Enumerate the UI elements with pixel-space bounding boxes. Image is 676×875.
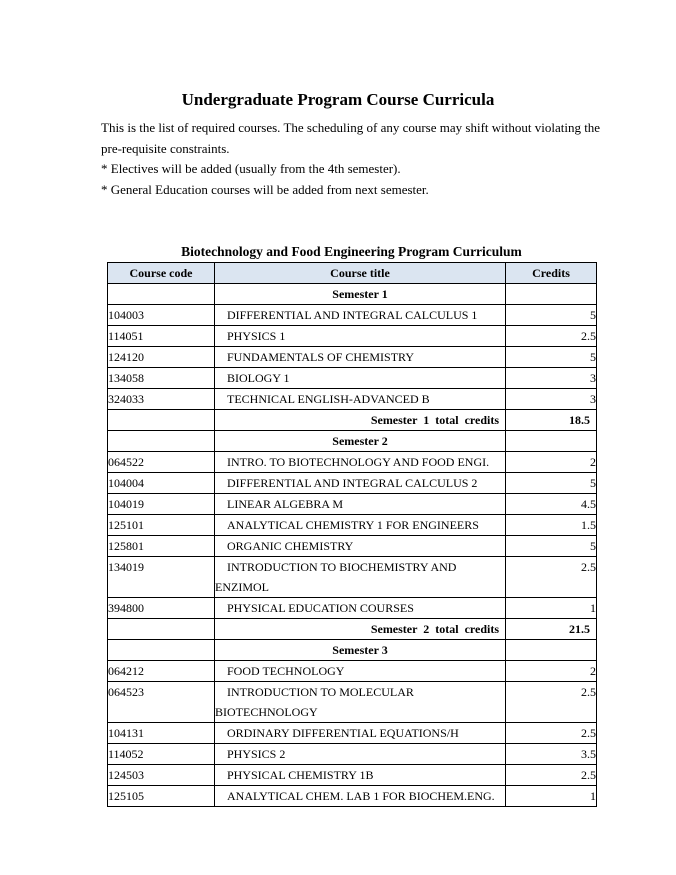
course-title: BIOLOGY 1 — [227, 371, 290, 385]
course-code: 134058 — [108, 368, 215, 389]
course-title-cell — [215, 452, 506, 473]
course-row — [108, 765, 597, 786]
course-title: TECHNICAL ENGLISH-ADVANCED B — [227, 392, 430, 406]
semester-total-label: Semester 1 total credits — [215, 410, 506, 431]
course-code: 114052 — [108, 744, 215, 765]
course-row — [108, 536, 597, 557]
course-code: 394800 — [108, 598, 215, 619]
course-title: DIFFERENTIAL AND INTEGRAL CALCULUS 2 — [227, 476, 478, 490]
semester-total-label: Semester 2 total credits — [215, 619, 506, 640]
course-credits: 5 — [506, 473, 597, 494]
course-credits: 2.5 — [506, 557, 597, 598]
course-row — [108, 557, 597, 598]
course-credits: 2.5 — [506, 765, 597, 786]
header-row — [108, 263, 597, 284]
course-code: 324033 — [108, 389, 215, 410]
course-credits: 5 — [506, 347, 597, 368]
course-code: 064212 — [108, 661, 215, 682]
course-title-cell — [215, 682, 506, 723]
course-title-cell — [215, 305, 506, 326]
course-credits: 1 — [506, 598, 597, 619]
course-title: ORDINARY DIFFERENTIAL EQUATIONS/H — [227, 726, 459, 740]
course-row — [108, 494, 597, 515]
course-code: 134019 — [108, 557, 215, 598]
semester-header-row — [108, 431, 597, 452]
course-code: 104003 — [108, 305, 215, 326]
course-title-cell — [215, 598, 506, 619]
course-row — [108, 347, 597, 368]
course-title: ANALYTICAL CHEMISTRY 1 FOR ENGINEERS — [227, 518, 479, 532]
course-row — [108, 661, 597, 682]
course-credits: 2.5 — [506, 723, 597, 744]
course-title-cell — [215, 557, 506, 598]
course-title-cell — [215, 723, 506, 744]
course-code: 125101 — [108, 515, 215, 536]
course-title-cell — [215, 389, 506, 410]
course-title-cell — [215, 765, 506, 786]
table-caption: Biotechnology and Food Engineering Program Curriculum — [181, 244, 522, 259]
course-code: 104004 — [108, 473, 215, 494]
course-credits: 2.5 — [506, 682, 597, 723]
total-code-blank — [108, 410, 215, 431]
course-code: 125801 — [108, 536, 215, 557]
table-header — [108, 263, 597, 284]
semester-label: Semester 2 — [215, 431, 506, 452]
course-title: ANALYTICAL CHEM. LAB 1 FOR BIOCHEM.ENG. — [227, 789, 495, 803]
course-code: 104019 — [108, 494, 215, 515]
course-code: 064522 — [108, 452, 215, 473]
course-row — [108, 389, 597, 410]
course-title: LINEAR ALGEBRA M — [227, 497, 344, 511]
semester-code-blank — [108, 640, 215, 661]
course-row — [108, 598, 597, 619]
course-code: 124503 — [108, 765, 215, 786]
course-title-cell — [215, 326, 506, 347]
course-row — [108, 473, 597, 494]
semester-credits-blank — [506, 640, 597, 661]
course-title: ORGANIC CHEMISTRY — [227, 539, 354, 553]
course-code: 104131 — [108, 723, 215, 744]
semester-total-credits: 21.5 — [506, 619, 597, 640]
course-title-cell — [215, 744, 506, 765]
course-title-cell — [215, 347, 506, 368]
course-row — [108, 368, 597, 389]
course-credits: 2 — [506, 661, 597, 682]
semester-total-row — [108, 619, 597, 640]
course-row — [108, 515, 597, 536]
course-credits: 1.5 — [506, 515, 597, 536]
course-row — [108, 326, 597, 347]
intro-note-electives: * Electives will be added (usually from the 4th semester). — [101, 161, 401, 176]
header-course-title: Course title — [215, 263, 506, 284]
course-title: INTRODUCTION TO BIOCHEMISTRY AND ENZIMOL — [215, 560, 457, 594]
course-credits: 3.5 — [506, 744, 597, 765]
course-credits: 3 — [506, 368, 597, 389]
table-body — [108, 284, 597, 807]
course-row — [108, 305, 597, 326]
total-code-blank — [108, 619, 215, 640]
semester-header-row — [108, 284, 597, 305]
semester-code-blank — [108, 431, 215, 452]
page-title: Undergraduate Program Course Curricula — [181, 90, 495, 109]
course-title: PHYSICAL CHEMISTRY 1B — [227, 768, 374, 782]
course-credits: 4.5 — [506, 494, 597, 515]
course-row — [108, 786, 597, 807]
course-title-cell — [215, 515, 506, 536]
course-title-cell — [215, 368, 506, 389]
course-code: 064523 — [108, 682, 215, 723]
course-code: 125105 — [108, 786, 215, 807]
course-code: 114051 — [108, 326, 215, 347]
course-title-cell — [215, 494, 506, 515]
course-title-cell — [215, 786, 506, 807]
course-title: PHYSICAL EDUCATION COURSES — [227, 601, 414, 615]
semester-credits-blank — [506, 284, 597, 305]
course-title: INTRO. TO BIOTECHNOLOGY AND FOOD ENGI. — [227, 455, 490, 469]
header-credits: Credits — [506, 263, 597, 284]
semester-credits-blank — [506, 431, 597, 452]
course-credits: 1 — [506, 786, 597, 807]
semester-label: Semester 3 — [215, 640, 506, 661]
semester-total-credits: 18.5 — [506, 410, 597, 431]
semester-code-blank — [108, 284, 215, 305]
course-title-cell — [215, 473, 506, 494]
course-credits: 3 — [506, 389, 597, 410]
course-title: DIFFERENTIAL AND INTEGRAL CALCULUS 1 — [227, 308, 478, 322]
course-row — [108, 452, 597, 473]
intro-text — [101, 118, 621, 200]
course-credits: 5 — [506, 536, 597, 557]
semester-header-row — [108, 640, 597, 661]
course-row — [108, 744, 597, 765]
course-title-cell — [215, 536, 506, 557]
course-title: FOOD TECHNOLOGY — [227, 664, 345, 678]
intro-note-general-education: * General Education courses will be added from next semester. — [101, 181, 429, 197]
course-credits: 5 — [506, 305, 597, 326]
course-row — [108, 723, 597, 744]
course-title: PHYSICS 1 — [227, 329, 286, 343]
course-title: FUNDAMENTALS OF CHEMISTRY — [227, 350, 415, 364]
curriculum-table — [107, 262, 597, 807]
semester-total-row — [108, 410, 597, 431]
course-title: INTRODUCTION TO MOLECULAR BIOTECHNOLOGY — [215, 685, 414, 719]
semester-label: Semester 1 — [215, 284, 506, 305]
course-title-cell — [215, 661, 506, 682]
course-credits: 2.5 — [506, 326, 597, 347]
course-code: 124120 — [108, 347, 215, 368]
intro-paragraph: This is the list of required courses. The scheduling of any course may shift without violating the pre-requisite constraints. — [101, 120, 601, 156]
course-credits: 2 — [506, 452, 597, 473]
course-row — [108, 682, 597, 723]
header-course-code: Course code — [108, 263, 215, 284]
course-title: PHYSICS 2 — [227, 747, 286, 761]
